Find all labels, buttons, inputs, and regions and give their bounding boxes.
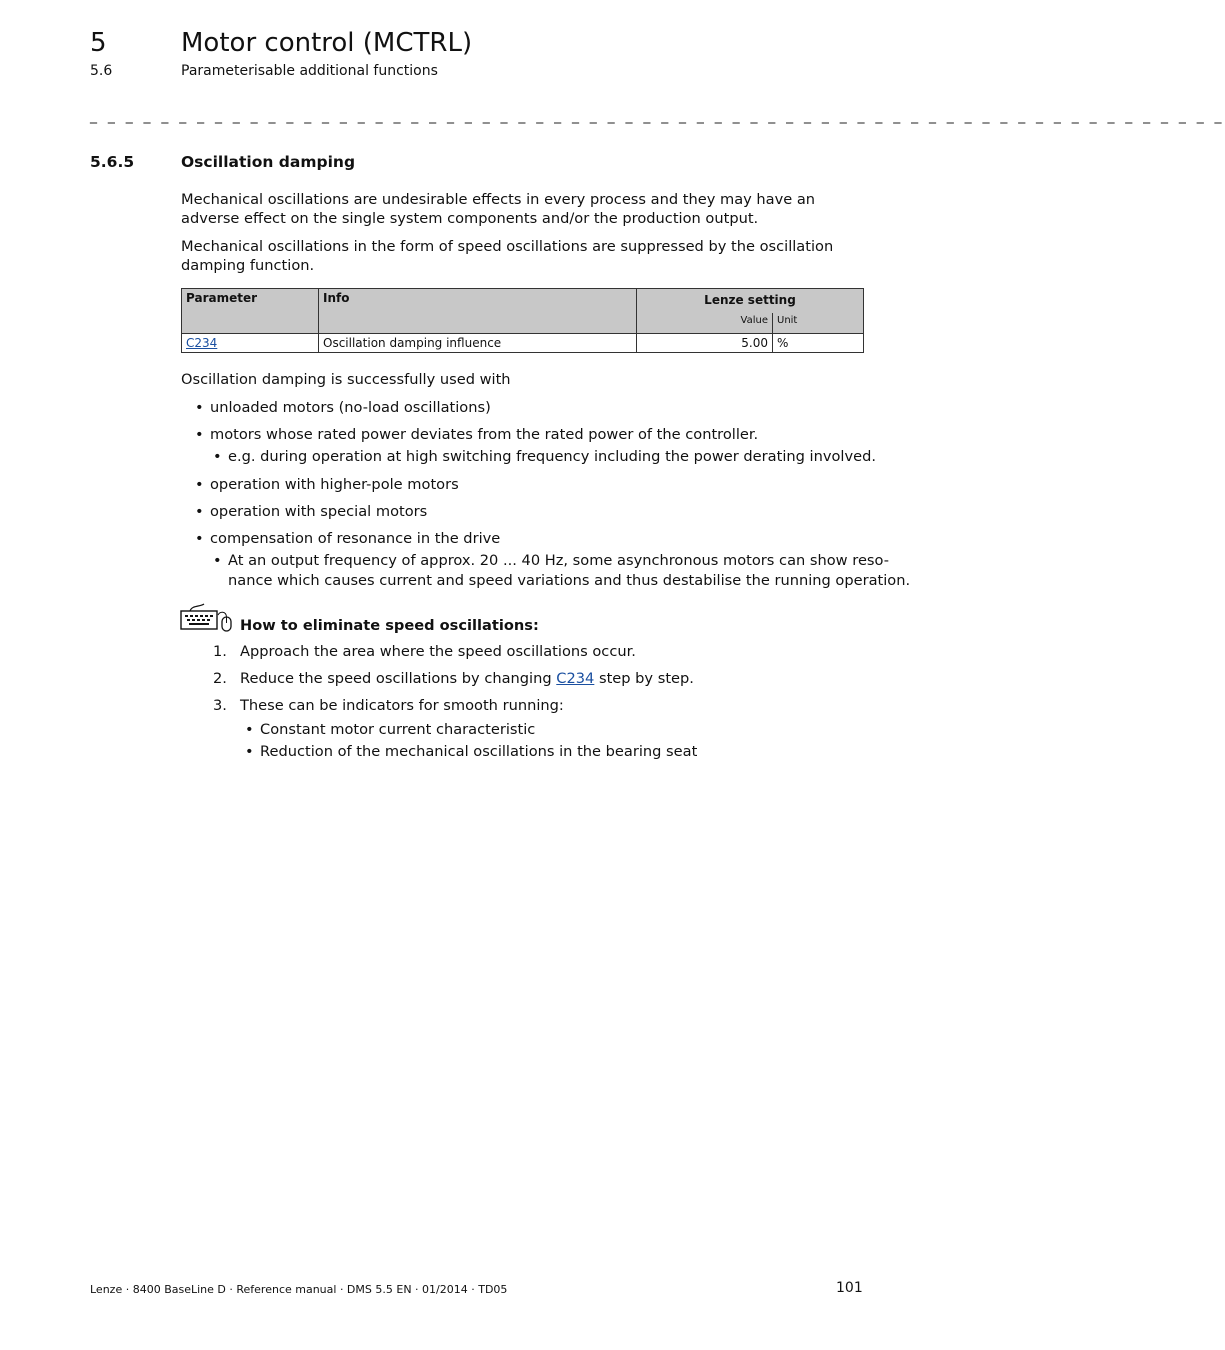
c234-link[interactable]: C234 xyxy=(186,336,218,350)
step-text-pre: Reduce the speed oscillations by changing xyxy=(240,670,557,687)
page-number: 101 xyxy=(836,1280,863,1296)
col-value-header: Value xyxy=(637,313,773,334)
step-text xyxy=(240,670,694,687)
step-number: 3. xyxy=(213,697,227,714)
param-link-cell xyxy=(182,334,319,353)
chapter-number: 5 xyxy=(90,28,107,58)
col-info-header: Info xyxy=(319,289,637,334)
subsection-title: Oscillation damping xyxy=(181,153,356,171)
col-lenze-setting-header: Lenze setting xyxy=(637,289,864,314)
sub-list-item-text: Constant motor current characteristic xyxy=(260,721,536,738)
header-separator: _ _ _ _ _ _ _ _ _ _ _ _ _ _ _ _ _ _ _ _ _ _ _ _ _ _ _ _ _ _ _ _ _ _ _ _ _ _ _ _ _ _ _ _ _ _ _ _ _ _ _ _ _ _ _ _ _ _ _ _ _ _ _ _ xyxy=(90,108,1225,124)
section-title: Parameterisable additional functions xyxy=(181,63,438,79)
sub-list-item-text: nance which causes current and speed variations and thus destabilise the running operation. xyxy=(228,572,911,589)
col-unit-header: Unit xyxy=(773,313,864,334)
subsection-number: 5.6.5 xyxy=(90,153,135,171)
list-item-text: motors whose rated power deviates from the rated power of the controller. xyxy=(210,426,759,443)
col-parameter-header: Parameter xyxy=(182,289,319,334)
value-cell: 5.00 xyxy=(637,334,773,353)
table-row xyxy=(182,334,864,353)
section-number: 5.6 xyxy=(90,63,113,79)
intro-paragraph-1: Mechanical oscillations are undesirable effects in every process and they may have an adverse effect on the single system components and/or the production output. xyxy=(181,191,816,227)
step-number: 1. xyxy=(213,643,227,660)
parameter-table xyxy=(181,288,864,353)
sub-list-item-text: Reduction of the mechanical oscillations in the bearing seat xyxy=(260,743,698,760)
sub-list-item: • At an output frequency of approx. 20 ... 40 Hz, some asynchronous motors can show reso- nance which causes current and speed variations and thus destabilise the running operation. xyxy=(213,552,911,589)
sub-list-item-text: e.g. during operation at high switching frequency including the power derating involved. xyxy=(228,448,876,465)
unit-cell: % xyxy=(773,334,864,353)
step-text-post: step by step. xyxy=(594,670,694,687)
list-item-text: compensation of resonance in the drive xyxy=(210,530,501,547)
intro-paragraph-2: Mechanical oscillations in the form of speed oscillations are suppressed by the oscillation damping function. xyxy=(181,238,834,274)
info-cell: Oscillation damping influence xyxy=(319,334,637,353)
keyboard-mouse-icon xyxy=(180,603,234,633)
c234-inline-link[interactable]: C234 xyxy=(556,670,595,687)
list-item-text: unloaded motors (no-load oscillations) xyxy=(210,399,491,416)
chapter-title: Motor control (MCTRL) xyxy=(181,28,473,58)
howto-title: How to eliminate speed oscillations: xyxy=(240,617,539,634)
step-text: Approach the area where the speed oscillations occur. xyxy=(240,643,636,660)
step-text: These can be indicators for smooth running: xyxy=(240,697,564,714)
list-item-text: operation with special motors xyxy=(210,503,428,520)
footer-doc-info: Lenze · 8400 BaseLine D · Reference manual · DMS 5.5 EN · 01/2014 · TD05 xyxy=(90,1283,508,1296)
table-header-row xyxy=(182,289,864,314)
sub-list-item-text: At an output frequency of approx. 20 ... 40 Hz, some asynchronous motors can show reso- xyxy=(228,552,889,569)
list-item-text: operation with higher-pole motors xyxy=(210,476,459,493)
step-number: 2. xyxy=(213,670,227,687)
usage-lead: Oscillation damping is successfully used with xyxy=(181,371,511,388)
